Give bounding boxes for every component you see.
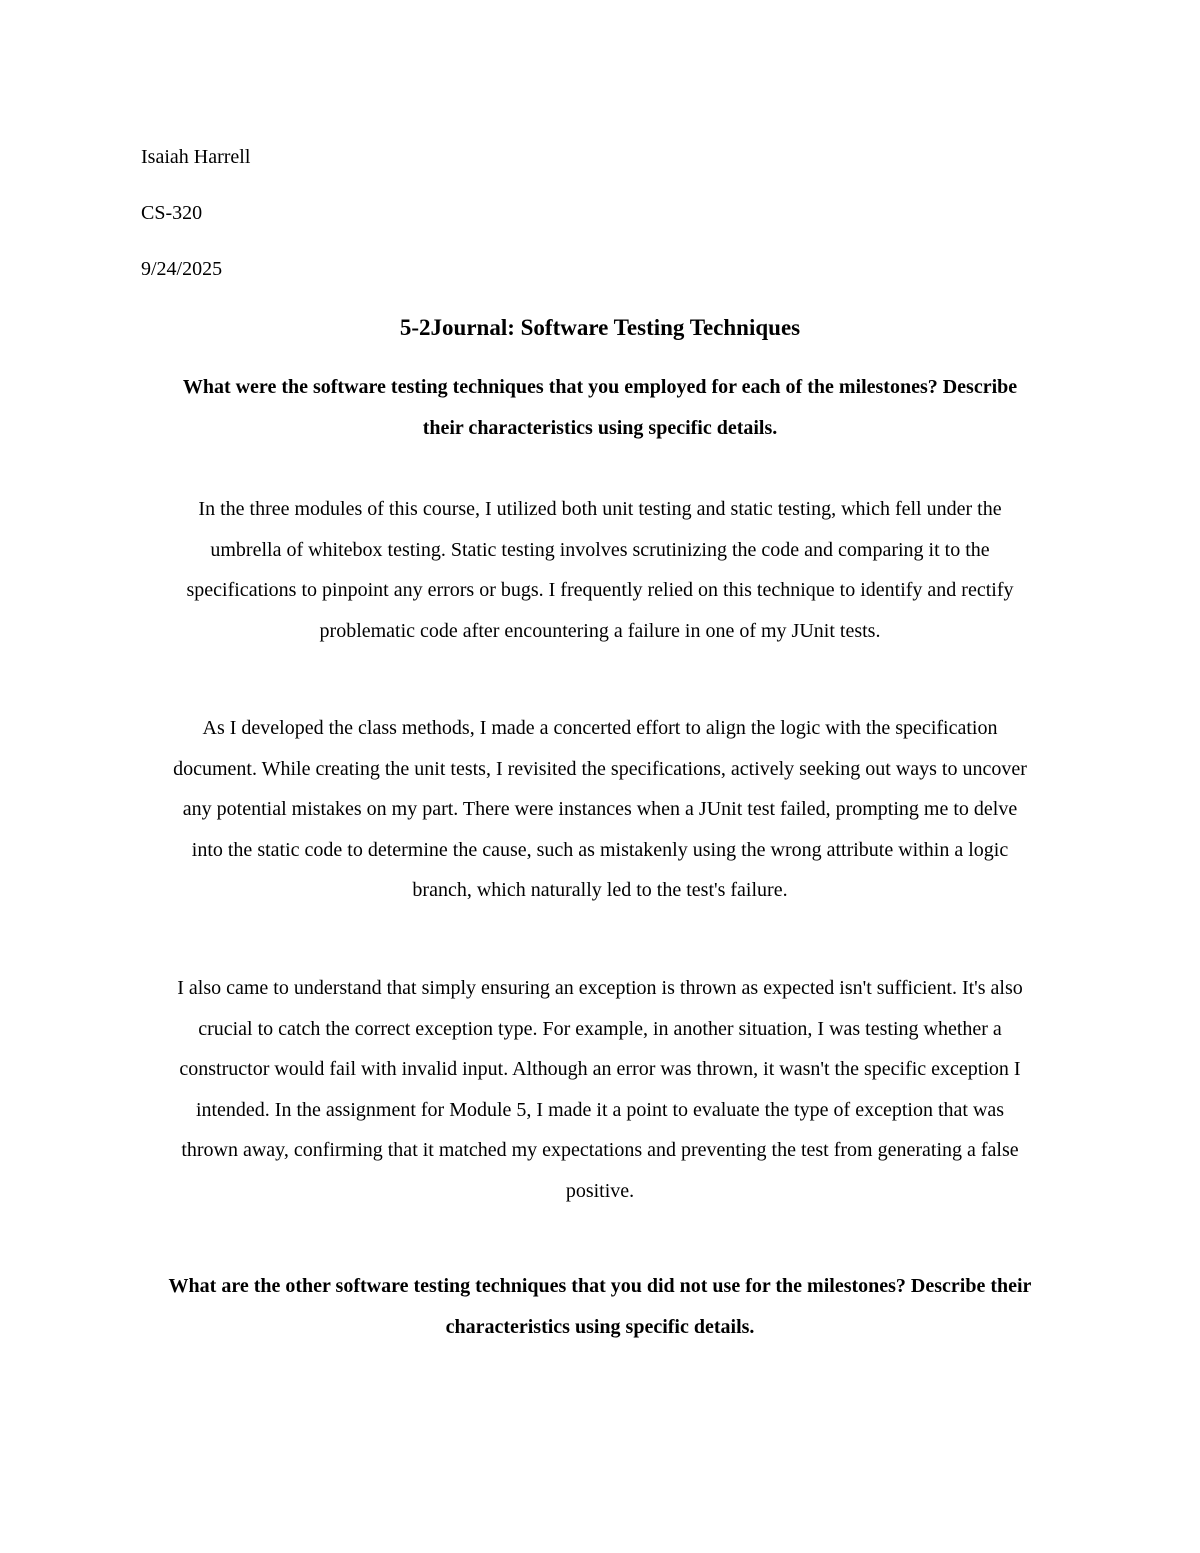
- document-date: 9/24/2025: [141, 258, 223, 280]
- course-code: CS-320: [141, 202, 203, 224]
- question-techniques-not-used: What are the other software testing techniques that you did not use for the milestones? Describe their characteristics using specific details.: [168, 1275, 1032, 1338]
- paragraph-exception-testing: I also came to understand that simply ensuring an exception is thrown as expected isn't sufficient. It's also crucial to catch the correct exception type. For example, in another situation, I was testing whether a constructor would fail with invalid input. Although an error was thrown, it wasn't the specific exception I intended. In the assignment for Module 5, I made it a point to evaluate the type of exception that was thrown away, confirming that it matched my expectations and preventing the test from generating a false positive.: [177, 977, 1023, 1202]
- document-title: 5-2Journal: Software Testing Techniques: [399, 315, 801, 340]
- paragraph-class-methods: As I developed the class methods, I made a concerted effort to align the logic with the specification document. While creating the unit tests, I revisited the specifications, actively seeking out ways to uncover any potential mistakes on my part. There were instances when a JUnit test failed, prompting me to delve into the static code to determine the cause, such as mistakenly using the wrong attribute within a logic branch, which naturally led to the test's failure.: [173, 717, 1027, 902]
- question-techniques-used: What were the software testing techniques that you employed for each of the milestones? Describe their characteristics using specific details.: [182, 376, 1018, 439]
- author-name: Isaiah Harrell: [141, 146, 251, 168]
- paragraph-unit-static-testing: In the three modules of this course, I utilized both unit testing and static testing, which fell under the umbrella of whitebox testing. Static testing involves scrutinizing the code and comparing it to the specifications to pinpoint any errors or bugs. I frequently relied on this technique to identify and rectify problematic code after encountering a failure in one of my JUnit tests.: [186, 498, 1014, 642]
